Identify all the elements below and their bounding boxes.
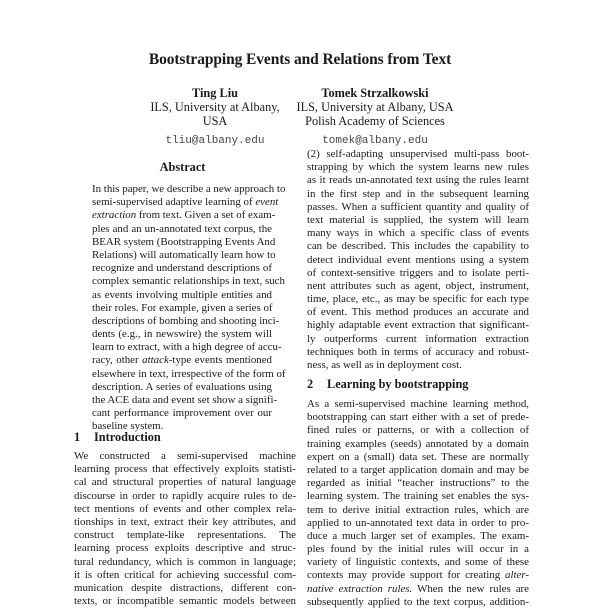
text-line: ples found by the initial rules will occur in a [307, 543, 529, 556]
text-line: tural redundancy, which is common in language; [74, 555, 296, 568]
text-fragment: When the new rules are [412, 582, 529, 595]
text-line: tionships in text, extract their key attributes, and [74, 515, 296, 528]
abstract-body [92, 183, 286, 434]
section-heading-learning-by-bootstrapping [307, 377, 468, 392]
text-line: many ways in which a specific class of events [307, 227, 529, 240]
section-title: Learning by bootstrapping [327, 377, 469, 391]
text-line: techniques both in terms of accuracy and robust- [307, 345, 529, 358]
text-line: in the first step and in the subsequent learning [307, 187, 529, 200]
text-line: text material is supplied, the system will learn [307, 213, 529, 226]
learning-by-bootstrapping-body [307, 398, 529, 609]
text-line: elsewhere in text, irrespective of the form of [92, 367, 286, 380]
text-fragment: -type events mentioned [168, 354, 272, 367]
section-title: Introduction [94, 430, 161, 444]
text-fragment: from text. Given a set of exam- [136, 209, 276, 222]
author-name: Ting Liu [192, 86, 238, 100]
text-line: As a semi-supervised machine learning method, [307, 398, 529, 410]
text-line: highly adaptable event extraction that significant- [307, 319, 529, 332]
text-line: Relations) will automatically learn how to [92, 248, 276, 261]
text-fragment: contexts may provide support for creating [307, 569, 506, 582]
section-heading-introduction [74, 430, 161, 445]
text-line: training examples (seeds) annotated by a domain [307, 437, 529, 450]
author-block-2 [290, 86, 460, 148]
italic-term: native extraction rules. [307, 582, 413, 595]
author-name: Tomek Strzalkowski [321, 86, 429, 100]
text-line: as it reads un-annotated text using the rules learnt [307, 174, 529, 187]
text-line: time, place, etc., as may be specific for each type [307, 293, 529, 306]
text-line: learning process that effectively exploits statisti- [74, 463, 296, 476]
text-line: BEAR system (Bootstrapping Events And [92, 235, 276, 248]
text-fragment: semi-supervised adaptive learning of [92, 196, 256, 209]
italic-term: extraction [92, 209, 137, 222]
text-line: (2) self-adapting unsupervised multi-pass boot- [307, 148, 529, 160]
text-line: regarded as initial “teacher instructions” to the [307, 477, 529, 490]
text-line: recognize and understand descriptions of [92, 262, 272, 275]
text-line: learning system. The training set enables the sys- [307, 490, 529, 503]
introduction-continuation [307, 148, 529, 372]
text-line: of context-sensitive triggers and to isolate perti- [307, 266, 529, 279]
text-line: We constructed a semi-supervised machine [74, 450, 296, 462]
text-line: learn to extract, with a high degree of accu- [92, 341, 282, 354]
text-line: munication despite distractions, different con- [74, 581, 296, 594]
text-line: can be described. This includes the capability to [307, 240, 529, 253]
text-line: texts, or incompatible semantic models between [74, 595, 296, 608]
text-line: related to a target application domain and may be [307, 463, 529, 476]
abstract-heading: Abstract [159, 160, 206, 174]
text-line: fined rules or patterns, or with a collection of [307, 424, 529, 437]
text-line [92, 209, 276, 222]
text-line: discourse in order to rapidly acquire rules to de- [74, 489, 296, 502]
italic-term: alter- [505, 569, 529, 582]
italic-term: event [255, 196, 279, 209]
text-line: In this paper, we describe a new approach to [92, 183, 286, 195]
text-line: ples and an un-annotated text corpus, the [92, 222, 272, 235]
text-line: description. A series of evaluations using [92, 380, 272, 393]
author-email[interactable]: tliu@albany.edu [165, 135, 265, 147]
text-line: the ACE data and event set show a signifi- [92, 394, 278, 406]
text-line: bootstrapping can start either with a set of prede- [307, 411, 529, 424]
author-affiliation: Polish Academy of Sciences [305, 114, 445, 128]
text-line: dents (e.g., in newswire) the system will [92, 328, 272, 341]
text-line [307, 569, 529, 582]
text-line: descriptions of bombing and shooting inci- [92, 314, 280, 327]
text-line: subsequently applied to the text corpus, addition- [307, 595, 529, 608]
author-affiliation: USA [202, 114, 228, 128]
text-line [92, 196, 279, 209]
text-line: learning process exploits descriptive and struc- [74, 542, 296, 555]
text-line: ly outperforms current information extraction [307, 332, 529, 345]
section-number: 1 [74, 430, 81, 444]
text-line: tem to derive initial extraction rules, which are [307, 503, 529, 516]
author-affiliation: ILS, University at Albany, USA [296, 100, 454, 114]
paper-title: Bootstrapping Events and Relations from Text [148, 51, 452, 68]
introduction-body [74, 450, 296, 608]
text-fragment: racy, other [92, 354, 143, 367]
text-line: strapping by which the system learns new rules [307, 161, 529, 174]
text-line: detect individual event mentions using a system [307, 253, 529, 266]
text-line: of event. This method produces an accurate and [307, 306, 529, 319]
text-line [307, 583, 529, 596]
text-line [92, 354, 272, 367]
text-line: baseline system. [92, 420, 164, 433]
text-line: as events involving multiple entities and [92, 288, 272, 301]
author-email[interactable]: tomek@albany.edu [322, 135, 428, 147]
text-line: expert on a (small) data set. These are normally [307, 450, 529, 463]
italic-term: attack [142, 354, 169, 367]
text-line: tect mentions of events and other complex rela- [74, 502, 296, 515]
author-affiliation: ILS, University at Albany, [150, 100, 280, 114]
text-line: duce a much larger set of examples. The exam- [307, 529, 529, 542]
text-line: complex semantic relationships in text, such [92, 275, 285, 288]
text-line: cant performance improvement over our [92, 407, 272, 420]
text-line: passes. When a sufficient quantity and quality of [307, 200, 529, 213]
text-line: applied to un-annotated text data in order to pro- [307, 516, 529, 529]
text-line: it is often critical for achieving successful com- [74, 568, 296, 581]
text-line: ness, as well as in deployment cost. [307, 359, 462, 371]
text-line: nent attributes such as agent, object, instrument, [307, 279, 529, 292]
text-line: cal and structural properties of natural language [74, 476, 296, 489]
text-line: their roles. For example, given a series of [92, 301, 273, 314]
section-number: 2 [307, 377, 314, 391]
text-line: variety of linguistic contexts, and some of these [307, 556, 529, 569]
author-block-1 [125, 86, 305, 148]
text-line: construct template-like representations. The [74, 529, 296, 542]
